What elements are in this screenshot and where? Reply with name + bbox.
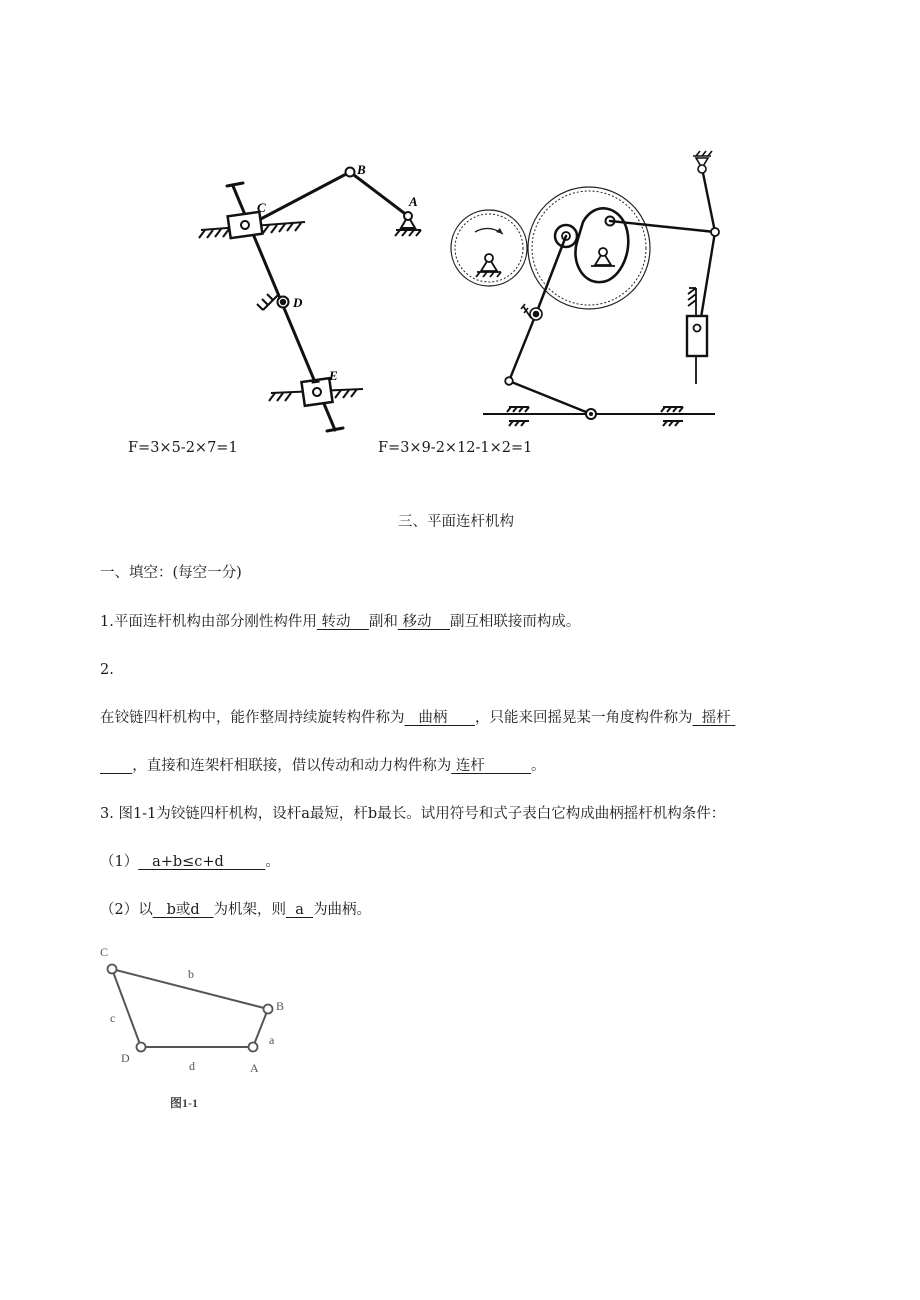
link-a [253, 1009, 268, 1047]
small-gear [451, 210, 527, 286]
link-lower-left [509, 314, 536, 381]
pivot-b [346, 168, 355, 177]
q2-blank-2: 摇杆 [701, 710, 731, 726]
q2-mid: ，只能来回摇晃某一角度构件称为 [474, 710, 693, 726]
slider-c [228, 212, 263, 238]
q2-blank-3: 连杆 [455, 758, 485, 774]
q3-item1-blank: a+b≤c+d [152, 854, 224, 870]
q3-item1-suffix: 。 [265, 854, 280, 870]
mechanism-figure-right [445, 148, 730, 433]
large-gear [528, 187, 650, 309]
q3-item2-blank-1: b或d [166, 902, 200, 918]
formula-right: F=3×9-2×12-1×2=1 [378, 440, 533, 456]
q2-blank-1: 曲柄 [418, 710, 448, 726]
joint-d [137, 1043, 146, 1052]
ground-pivot-d [257, 294, 289, 310]
question-1 [100, 612, 580, 632]
joint-a [249, 1043, 258, 1052]
q3-item2-suffix: 为曲柄。 [313, 902, 372, 918]
slider-e [301, 378, 332, 406]
q3-item1-num: （1） [100, 854, 139, 870]
link-ba [350, 172, 408, 216]
q2-suffix: 。 [530, 758, 546, 774]
part-header: 一、填空：(每空一分) [100, 565, 242, 581]
section-title: 三、平面连杆机构 [398, 514, 514, 530]
q3-item2-mid: 为机架，则 [213, 902, 286, 918]
q2-prefix: 在铰链四杆机构中，能作整周持续旋转构件称为 [100, 710, 405, 726]
question-2-line-1 [100, 708, 735, 728]
fig-label-link-c: c [110, 1011, 116, 1025]
joint-b [264, 1005, 273, 1014]
figure-caption: 图1-1 [170, 1096, 198, 1110]
q2-line2-mid: ，直接和连架杆相联接，借以传动和动力构件称为 [132, 758, 452, 774]
q1-mid: 副和 [368, 614, 398, 630]
vertical-slider [687, 316, 707, 356]
fig-label-a: A [250, 1061, 259, 1075]
q2-blank-2-cont [100, 758, 132, 774]
q1-blank-1: 转动 [321, 614, 351, 630]
mechanism-figure-left [195, 150, 435, 440]
joint-c [108, 965, 117, 974]
label-c: C [257, 200, 266, 215]
question-2-number: 2. [100, 662, 114, 678]
ground-pivot-a [395, 212, 421, 236]
q3-item2-prefix: （2）以 [100, 902, 153, 918]
cam [575, 208, 628, 282]
question-3: 3. 图1-1为铰链四杆机构，设杆a最短，杆b最长。试用符号和式子表白它构成曲柄摇杆机构条件： [100, 806, 726, 822]
q3-item2-blank-2: a [295, 902, 304, 918]
fig-label-link-b: b [188, 967, 194, 981]
fig-label-c: C [100, 945, 109, 959]
link-cb [255, 172, 350, 222]
label-e: E [329, 368, 338, 383]
fig-label-d: D [121, 1051, 130, 1065]
question-3-item-1 [100, 852, 280, 872]
fig-label-link-d: d [189, 1059, 195, 1073]
question-3-item-2 [100, 900, 371, 920]
q1-prefix: 1.平面连杆机构由部分刚性构件用 [100, 614, 317, 630]
rocker-top [702, 168, 715, 232]
fig-label-link-a: a [269, 1033, 275, 1047]
fig-label-b: B [276, 999, 285, 1013]
q1-blank-2: 移动 [402, 614, 432, 630]
formula-left: F=3×5-2×7=1 [128, 440, 238, 456]
label-a: A [409, 194, 418, 209]
label-b: B [357, 162, 366, 177]
q1-suffix: 副互相联接而构成。 [449, 614, 581, 630]
link-c [112, 969, 141, 1047]
question-2-line-2 [100, 756, 545, 776]
label-d: D [293, 295, 303, 310]
figure-1-1 [90, 940, 310, 1120]
